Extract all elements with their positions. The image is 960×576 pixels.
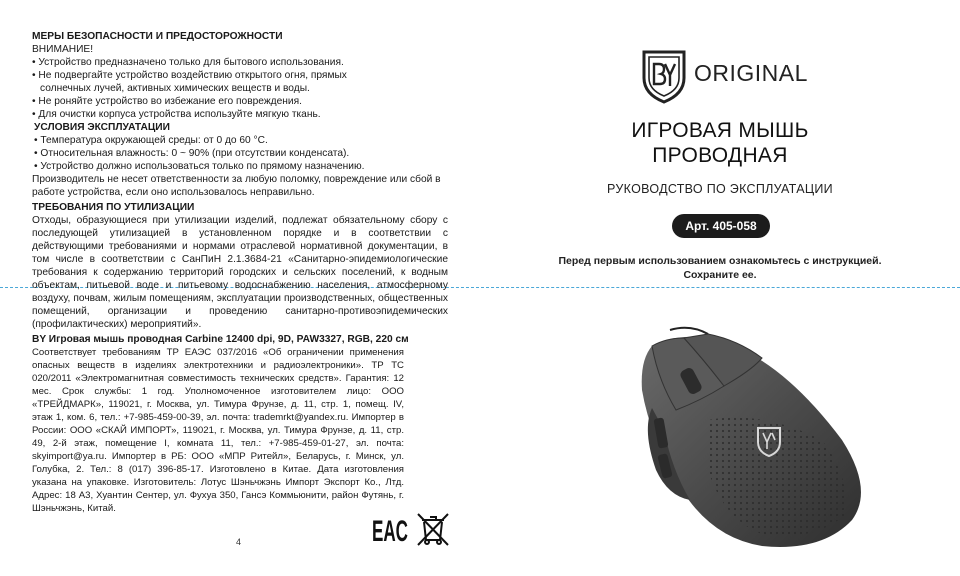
safety-item: солнечных лучей, активных химических веществ и воды.	[40, 83, 310, 94]
product-title	[520, 118, 920, 168]
compliance-text: Соответствует требованиям ТР ЕАЭС 037/2016 «Об ограничении применения опасных веществ в изделиях электротехники и радиоэлектроники». ТР ТС 020/2011 «Электромагнитная совместимость технических средств». Гарантия: 12 мес. Срок службы: 1 год. Уполномоченное изготовителем лицо: ООО «ТРЕЙДМАРК», 119021, г. Москва, ул. Тимура Фрунзе, д. 11, стр. 1, помещ. IV, этаж 1, ком. 6, тел.: +7-985-459-00-39, эл. почта: trademrkt@yandex.ru. Импортер в России: ООО «СКАЙ ИМПОРТ», 119021, г. Москва, ул. Тимура Фрунзе, д. 11, стр. 49, 2-й этаж, помещение I, комната 11, тел.: +7-985-459-01-27, эл. почта: skyimport@ya.ru. Импортер в РБ: ООО «МПР Ритейл», Беларусь, г. Минск, ул. Голубка, 2. Тел.: 8 (017) 396-85-17. Изготовлено в Китае. Дата изготовления указана на упаковке. Изготовитель: Лотус Шэньчжэнь Импорт Экспорт Ко., Лтд. Адрес: 18 А3, Хуантин Сентер, ул. Фухуа 350, Гансэ Коммьюнити, район Футянь, г. Шэньчжэнь, Китай.	[32, 347, 404, 514]
notice-line: Перед первым использованием ознакомьтесь с инструкцией.	[558, 255, 882, 267]
eac-mark-text: EAC	[372, 515, 408, 546]
eac-mark-icon	[372, 515, 408, 546]
safety-item: • Не подвергайте устройство воздействию открытого огня, прямых	[32, 70, 347, 81]
article-badge: Арт. 405-058	[672, 214, 770, 238]
certification-marks	[372, 512, 452, 546]
safety-item: • Устройство предназначено только для бытового использования.	[32, 57, 344, 68]
manual-subtitle: РУКОВОДСТВО ПО ЭКСПЛУАТАЦИИ	[607, 182, 833, 196]
read-notice	[540, 254, 900, 282]
safety-item: • Для очистки корпуса устройства используйте мягкую ткань.	[32, 109, 321, 120]
disposal-text: Отходы, образующиеся при утилизации изделий, подлежат обязательному сбору с последующей утилизацией в установленном порядке и в соответствии с действующими требованиями и нормами отраслевой нормативной документации, в том числе в соответствии с СанПиН 2.1.3684-21 «Санитарно-эпидемиологические требования к содержанию территорий городских и сельских поселений, к водным объектам, питьевой воде и питьевому водоснабжению населения, атмосферному воздуху, почвам, жилым помещениям, эксплуатации производственных, общественных помещений, организации и проведению санитарно-противоэпидемических (профилактических) мероприятий».	[32, 215, 448, 330]
disposal-heading: ТРЕБОВАНИЯ ПО УТИЛИЗАЦИИ	[32, 202, 195, 213]
safety-heading: МЕРЫ БЕЗОПАСНОСТИ И ПРЕДОСТОРОЖНОСТИ	[32, 31, 283, 42]
conditions-heading: УСЛОВИЯ ЭКСПЛУАТАЦИИ	[34, 122, 170, 133]
cover-page	[520, 0, 960, 576]
product-line: BY Игровая мышь проводная Carbine 12400 dpi, 9D, PAW3327, RGB, 220 см	[32, 334, 409, 345]
gaming-mouse-image	[612, 320, 942, 560]
conditions-item: • Устройство должно использоваться только по прямому назначению.	[34, 161, 365, 172]
conditions-item: • Температура окружающей среды: от 0 до 60 °С.	[34, 135, 268, 146]
safety-item: • Не роняйте устройство во избежание его повреждения.	[32, 96, 302, 107]
brand-name: ORIGINAL	[694, 60, 808, 86]
attention-label: ВНИМАНИЕ!	[32, 44, 94, 55]
crossed-bin-icon	[418, 514, 448, 545]
product-title-line: ИГРОВАЯ МЫШЬ	[631, 119, 809, 142]
notice-line: Сохраните ее.	[683, 269, 757, 281]
by-logo-icon	[638, 48, 690, 104]
product-title-line: ПРОВОДНАЯ	[652, 144, 788, 167]
page-number: 4	[236, 537, 242, 547]
conditions-item: • Относительная влажность: 0 ~ 90% (при отсутствии конденсата).	[34, 148, 350, 159]
left-page	[32, 30, 448, 515]
liability-text: Производитель не несет ответственности за любую поломку, повреждение или сбой в работе устройства, если оно использовалось неправильно.	[32, 174, 441, 198]
